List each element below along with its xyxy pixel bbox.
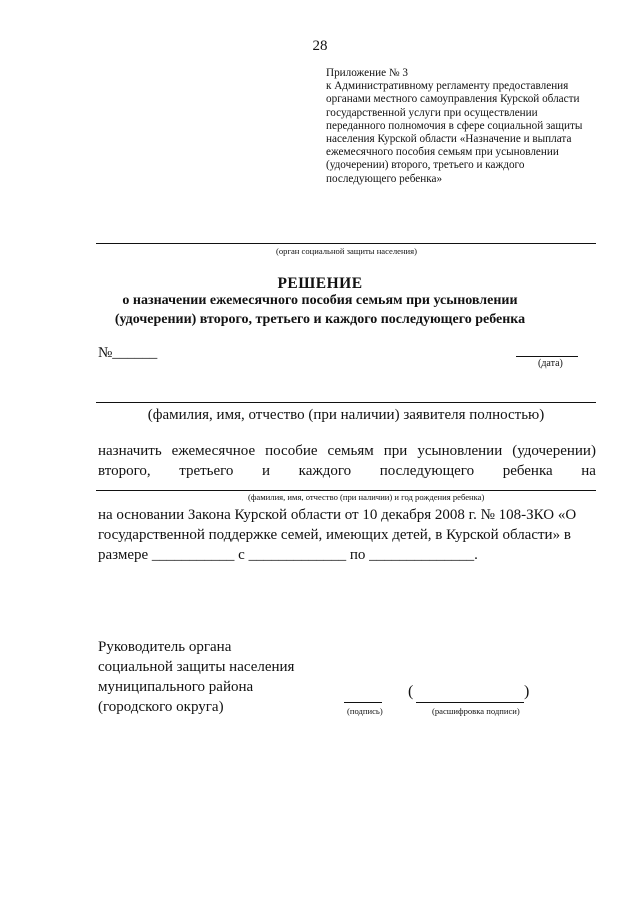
signatory-line: муниципального района: [98, 679, 254, 695]
appendix-line: государственной услуги при осуществлении: [326, 106, 538, 119]
appendix-line: последующего ребенка»: [326, 172, 443, 185]
basis-paragraph: [98, 505, 596, 565]
assign-line-1: назначить ежемесячное пособие семьям при усыновлении (удочерении): [98, 443, 596, 459]
appendix-line: к Административному регламенту предоставления: [326, 80, 569, 93]
document-subtitle-line2: (удочерении) второго, третьего и каждого последующего ребенка: [114, 312, 526, 327]
basis-line-3[interactable]: размере ___________ с _____________ по ______________.: [98, 547, 478, 563]
applicant-caption: (фамилия, имя, отчество (при наличии) заявителя полностью): [147, 407, 545, 423]
basis-line-2: государственной поддержке семей, имеющих детей, в Курской области» в: [98, 527, 571, 543]
organ-field-line[interactable]: [96, 243, 596, 244]
assign-line-2: второго, третьего и каждого последующего ребенка на: [98, 463, 596, 479]
decode-field-line[interactable]: [416, 702, 524, 703]
child-field-line[interactable]: [96, 490, 596, 491]
appendix-line: Приложение № 3: [326, 67, 408, 79]
child-caption: (фамилия, имя, отчество (при наличии) и год рождения ребенка): [248, 492, 485, 502]
signatory-line: социальной защиты населения: [98, 659, 295, 675]
appendix-line: ежемесячного пособия семьям при усыновлении: [326, 146, 559, 159]
appendix-line: (удочерении) второго, третьего и каждого: [326, 159, 525, 172]
signature-caption: (подпись): [347, 706, 383, 716]
page-number: 28: [312, 38, 328, 54]
decode-close-paren: ): [524, 683, 530, 700]
signatory-line: (городского округа): [98, 699, 224, 715]
signature-field-line[interactable]: [344, 702, 382, 703]
appendix-line: переданного полномочия в сфере социальной защиты: [326, 119, 583, 132]
signatory-block: [98, 637, 294, 717]
organ-caption: (орган социальной защиты населения): [276, 246, 417, 256]
decision-number-field[interactable]: №______: [98, 345, 158, 361]
basis-line-1: на основании Закона Курской области от 10 декабря 2008 г. № 108-ЗКО «О: [98, 507, 577, 523]
document-subtitle-line1: о назначении ежемесячного пособия семьям при усыновлении: [122, 293, 518, 308]
document-title: РЕШЕНИЕ: [277, 275, 363, 292]
appendix-header: [326, 67, 606, 186]
decode-caption: (расшифровка подписи): [432, 706, 520, 716]
appendix-line: населения Курской области «Назначение и выплата: [326, 133, 572, 146]
signatory-line: Руководитель органа: [98, 639, 232, 655]
date-caption: (дата): [538, 358, 563, 369]
assign-paragraph: [98, 441, 596, 481]
appendix-line: органами местного самоуправления Курской области: [326, 93, 580, 106]
date-field-line[interactable]: [516, 356, 578, 357]
decode-open-paren: (: [408, 683, 414, 700]
applicant-field-line[interactable]: [96, 402, 596, 403]
